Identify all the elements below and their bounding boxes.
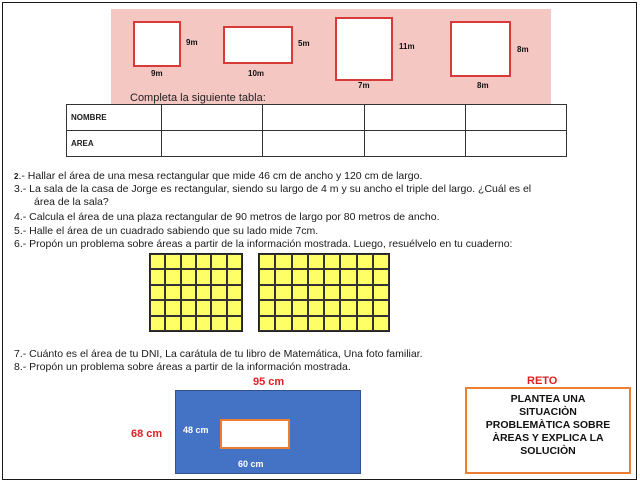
shape-rect-10x5 <box>223 26 293 64</box>
shape3-bottom-label: 7m <box>358 81 370 90</box>
grid-cell <box>196 254 211 269</box>
diagram-top-label: 95 cm <box>253 376 285 388</box>
row-header-nombre: NOMBRE <box>67 105 162 131</box>
grid-cell <box>324 300 340 315</box>
question-3-line2: área de la sala? <box>34 196 109 208</box>
grid-cell <box>259 316 275 331</box>
grid-cell <box>259 300 275 315</box>
question-2 <box>14 170 422 182</box>
grid-cell <box>227 300 242 315</box>
inner-white-rectangle <box>220 419 290 449</box>
grid-cell <box>196 285 211 300</box>
question-2-number: 2 <box>14 172 19 181</box>
shape4-bottom-label: 8m <box>477 81 489 90</box>
grid-cell <box>275 316 291 331</box>
grid-cell <box>292 254 308 269</box>
grid-cell <box>357 300 373 315</box>
grid-cell <box>165 300 180 315</box>
reto-line: PROBLEMÀTICA SOBRE <box>485 419 611 431</box>
grid-cell <box>373 285 389 300</box>
grid-cell <box>324 316 340 331</box>
grid-cell <box>308 300 324 315</box>
grid-cell <box>181 316 196 331</box>
grid-cell <box>340 269 356 284</box>
grid-cell <box>150 316 165 331</box>
grid-cell <box>227 316 242 331</box>
grid-cell <box>181 269 196 284</box>
grid-cell <box>357 316 373 331</box>
table-row <box>67 105 567 131</box>
grid-cell <box>196 269 211 284</box>
grid-cell <box>308 254 324 269</box>
grid-cell <box>373 316 389 331</box>
grid-cell <box>357 285 373 300</box>
grid-cell <box>340 254 356 269</box>
grid-cell <box>211 300 226 315</box>
grid-cell <box>275 300 291 315</box>
grid-cell <box>150 300 165 315</box>
table-cell <box>364 105 465 131</box>
grid-cell <box>259 285 275 300</box>
reto-line: ÀREAS Y EXPLICA LA <box>492 432 604 444</box>
table-cell <box>263 105 364 131</box>
row-header-area: AREA <box>67 131 162 157</box>
reto-box <box>465 387 631 474</box>
question-4: 4.- Calcula el área de una plaza rectangular de 90 metros de largo por 80 metros de ancho. <box>14 211 440 223</box>
grid-cell <box>196 316 211 331</box>
question-8: 8.- Propón un problema sobre áreas a partir de la información mostrada. <box>14 361 351 373</box>
grid-cell <box>275 254 291 269</box>
reto-title: RETO <box>527 375 558 387</box>
grid-cell <box>150 254 165 269</box>
grid-cell <box>181 254 196 269</box>
grid-cell <box>259 254 275 269</box>
grid-cell <box>227 285 242 300</box>
grid-cell <box>275 269 291 284</box>
area-table <box>66 104 567 157</box>
grid-cell <box>181 300 196 315</box>
question-7: 7.- Cuánto es el área de tu DNI, La carátula de tu libro de Matemática, Una foto familiar. <box>14 348 423 360</box>
grid-cell <box>292 285 308 300</box>
table-cell <box>263 131 364 157</box>
reto-line: SITUACIÒN <box>519 406 577 418</box>
reto-line: PLANTEA UNA <box>510 393 586 405</box>
grid-cell <box>150 285 165 300</box>
question-2-text: .- Hallar el área de una mesa rectangular que mide 46 cm de ancho y 120 cm de largo. <box>18 170 423 182</box>
grid-cell <box>340 285 356 300</box>
table-instruction: Completa la siguiente tabla: <box>130 92 266 104</box>
shape-square-9m <box>133 21 181 67</box>
grid-cell <box>196 300 211 315</box>
yellow-grid-left <box>149 253 243 332</box>
grid-cell <box>292 316 308 331</box>
shape3-side-label: 11m <box>399 42 415 51</box>
grid-cell <box>324 254 340 269</box>
table-cell <box>465 131 566 157</box>
grid-cell <box>211 316 226 331</box>
grid-cell <box>340 316 356 331</box>
inner-bottom-label: 60 cm <box>238 459 264 469</box>
grid-cell <box>211 254 226 269</box>
blue-rectangle <box>175 390 361 474</box>
grid-cell <box>373 300 389 315</box>
grid-cell <box>165 316 180 331</box>
grid-cell <box>324 269 340 284</box>
shape1-side-label: 9m <box>186 38 198 47</box>
shape2-bottom-label: 10m <box>248 69 265 78</box>
grid-cell <box>227 254 242 269</box>
grid-cell <box>357 254 373 269</box>
grid-cell <box>211 285 226 300</box>
grid-cell <box>165 254 180 269</box>
diagram-left-label: 68 cm <box>131 428 163 440</box>
grid-cell <box>373 254 389 269</box>
grid-cell <box>292 300 308 315</box>
shape-rect-7x11 <box>335 17 393 81</box>
inner-side-label: 48 cm <box>183 425 209 435</box>
table-row <box>67 131 567 157</box>
shape-square-8m <box>450 21 511 77</box>
table-cell <box>364 131 465 157</box>
grid-cell <box>340 300 356 315</box>
shape2-side-label: 5m <box>298 39 310 48</box>
grid-cell <box>150 269 165 284</box>
shapes-panel <box>111 9 551 104</box>
grid-cell <box>211 269 226 284</box>
grid-cell <box>181 285 196 300</box>
shape1-bottom-label: 9m <box>151 69 163 78</box>
grid-cell <box>373 269 389 284</box>
question-6: 6.- Propón un problema sobre áreas a partir de la información mostrada. Luego, resuélvelo en tu cuaderno: <box>14 238 513 250</box>
grid-cell <box>165 285 180 300</box>
grid-cell <box>165 269 180 284</box>
yellow-grid-right <box>258 253 390 332</box>
table-cell <box>162 131 263 157</box>
grid-cell <box>259 269 275 284</box>
question-3-line1: 3.- La sala de la casa de Jorge es rectangular, siendo su largo de 4 m y su ancho el triple del largo. ¿Cuál es el <box>14 183 532 195</box>
grid-cell <box>324 285 340 300</box>
grid-cell <box>227 269 242 284</box>
shape4-side-label: 8m <box>517 45 529 54</box>
grid-cell <box>357 269 373 284</box>
question-5: 5.- Halle el área de un cuadrado sabiendo que su lado mide 7cm. <box>14 225 319 237</box>
table-cell <box>465 105 566 131</box>
grid-cell <box>292 269 308 284</box>
reto-line: SOLUCIÒN <box>520 445 576 457</box>
grid-cell <box>308 285 324 300</box>
table-cell <box>162 105 263 131</box>
grid-cell <box>275 285 291 300</box>
grid-cell <box>308 269 324 284</box>
grid-cell <box>308 316 324 331</box>
